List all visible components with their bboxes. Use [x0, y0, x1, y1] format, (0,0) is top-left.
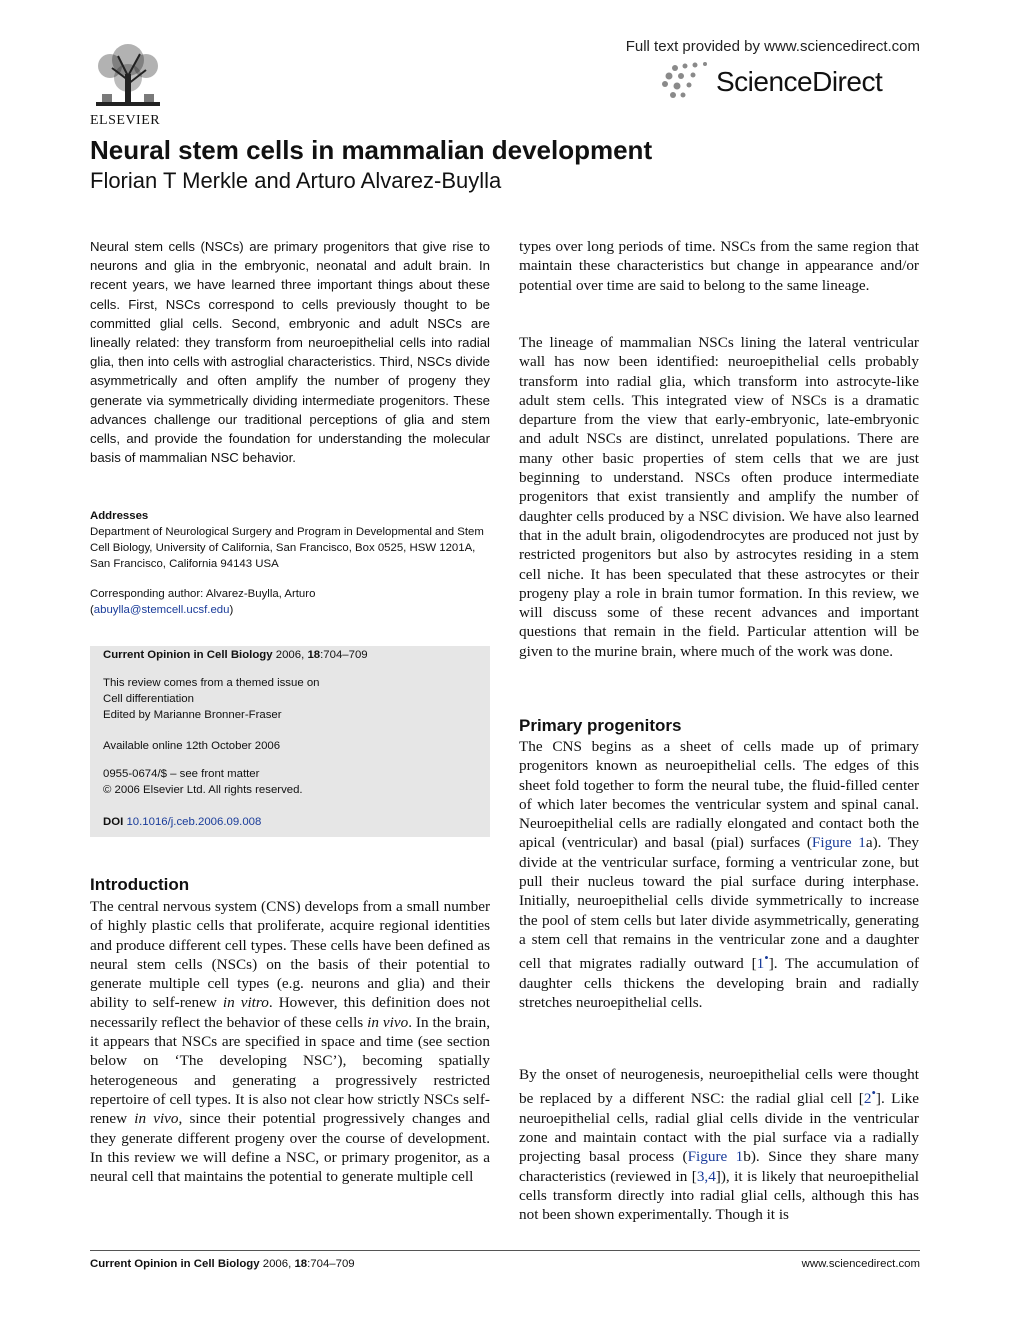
addresses — [90, 508, 495, 572]
footer-journal: Current Opinion in Cell Biology — [90, 1258, 260, 1270]
theme-line-2: Cell differentiation — [103, 693, 194, 705]
journal-citation — [103, 649, 368, 661]
doi-line — [103, 816, 261, 828]
journal-volume: 18 — [307, 649, 321, 661]
body-paragraph-3: The CNS begins as a sheet of cells made up of primary progenitors known as neuroepithelial cells. The edges of this sheet fold together to form the neural tube, the fluid-filled center of which later becomes the ventricular system and spinal canal. Neuroepithelial cells are radially elongated and contact both the apical (ventricular) and basal (pial) surfaces (Figure 1a). They divide at the ventricular surface, forming a ventricular zone, but pull their nucleus toward the pial surface during interphase. Initially, neuroepithelial cells divide symmetrically to increase the pool of stem cells but later divide asymmetrically, generating a stem cell that remains in the ventricular zone and a daughter cell that migrates radially outward [1•]. The accumulation of daughter cells thickens the developing brain and radially stretches neuroepithelial cells. — [519, 738, 920, 1011]
reference-link[interactable]: 2• — [863, 1086, 876, 1108]
article-info-box — [90, 646, 490, 837]
doi-link[interactable]: 10.1016/j.ceb.2006.09.008 — [126, 816, 262, 828]
body-paragraph-4: By the onset of neurogenesis, neuroepithelial cells were thought be replaced by a different NSC: the radial glial cell [2•]. Like neuroepithelial cells, radial glial cells divide in the ventricular zone and maintain contact with the pial surface via a radially projecting basal process (Figure 1b). Since they share many characteristics (reviewed in [3,4]), it is likely that neuroepithelial cells transform directly into radial glial cells, although this has not been shown experimentally. Though it is — [519, 1066, 920, 1224]
body-paragraph-1: types over long periods of time. NSCs from the same region that maintain these characteristics but change in appearance and/or potential over time are said to belong to the same lineage. — [519, 238, 919, 294]
reference-link[interactable]: 3,4 — [696, 1167, 716, 1185]
theme-line-3: Edited by Marianne Bronner-Fraser — [103, 709, 282, 721]
email-line: (abuylla@stemcell.ucsf.edu) — [90, 604, 234, 616]
copyright: © 2006 Elsevier Ltd. All rights reserved. — [103, 784, 303, 796]
figure-link[interactable]: Figure 1 — [811, 834, 866, 852]
footer-pages: :704–709 — [307, 1258, 355, 1270]
reference-link[interactable]: 1• — [756, 951, 769, 973]
body-paragraph-2: The lineage of mammalian NSCs lining the lateral ventricular wall has now been identified: neuroepithelial cells probably transform into radial glia, which transform into astrocyte-like adult stem cells. This integrated view of NSCs is a dramatic departure from the view that early-embryonic, late-embryonic and adult NSCs are distinct, unrelated populations. There are many other basic properties of stem cells that we are just beginning to understand. NSCs often produce intermediate progenitors that exist transiently and amplify the number of daughter cells produced by a NSC division. We have also learned that in the adult brain, oligodendrocytes are produced not just by restricted progenitors but also by astrocytes residing in a stem cell niche. It has been speculated that these astrocytes or their progeny play a role in brain tumor formation. In this review, we will discuss some of these recent advances and important questions that remain in the field. Particular attention will be given to the murine brain, where much of the work was done. — [519, 334, 919, 660]
issn: 0955-0674/$ – see front matter — [103, 768, 260, 780]
abstract: Neural stem cells (NSCs) are primary progenitors that give rise to neurons and glia in the embryonic, neonatal and adult brain. In recent years, we have learned three important things about these cells. First, NSCs correspond to cells previously thought to be committed glial cells. Second, embryonic and adult NSCs are lineally related: they transform from neuroepithelial cells into radial glia, then into cells with astroglial characteristics. Third, NSCs divide asymmetrically and often amplify the number of progeny they generate via symmetrically dividing intermediate progenitors. These advances challenge our traditional perceptions of glia and stem cells, and provide the foundation for understanding the molecular basis of mammalian NSC behavior. — [90, 239, 490, 466]
journal-pages: :704–709 — [320, 649, 368, 661]
journal-year: 2006, — [275, 649, 305, 661]
figure-link[interactable]: Figure 1 — [687, 1148, 744, 1166]
footer-site-link[interactable]: www.sciencedirect.com — [801, 1258, 920, 1270]
doi-label: DOI — [103, 816, 124, 828]
introduction-heading: Introduction — [90, 875, 190, 894]
available-online: Available online 12th October 2006 — [103, 740, 281, 752]
sciencedirect-logo-text: ScienceDirect — [716, 66, 883, 97]
article-title: Neural stem cells in mammalian development — [90, 135, 653, 165]
publisher-logo-text: ELSEVIER — [90, 113, 161, 128]
footer-volume: 18 — [294, 1258, 308, 1270]
full-text-provider[interactable]: Full text provided by www.sciencedirect.com — [625, 38, 920, 55]
addresses-text: Department of Neurological Surgery and Program in Developmental and Stem Cell Biology, University of California, San Francisco, Box 0525, HSW 1201A, San Francisco, California 94143 USA — [90, 526, 484, 570]
corresponding-author: Corresponding author: Alvarez-Buylla, Arturo — [90, 588, 316, 600]
journal-name: Current Opinion in Cell Biology — [103, 649, 273, 661]
addresses-heading: Addresses — [90, 510, 149, 522]
introduction-paragraph: The central nervous system (CNS) develops from a small number of highly plastic cells that proliferate, acquire regional identities and produce different cell types. These cells have been defined as neural stem cells (NSCs) on the basis of their potential to generate multiple cell types (e.g. neurons and glia) and their ability to self-renew in vitro. However, this definition does not necessarily reflect the behavior of these cells in vivo. In the brain, it appears that NSCs are specified in space and time (see section below on ‘The developing NSC’), becoming spatially heterogeneous and generating a progressively restricted repertoire of cell types. It is also not clear how strictly NSCs self-renew in vivo, since their potential progressively changes and they generate different progeny over the course of development. In this review we will define a NSC, or primary progenitor, as a neural cell that maintains the potential to generate multiple cell — [90, 898, 491, 1186]
article-authors: Florian T Merkle and Arturo Alvarez-Buylla — [90, 168, 502, 193]
correspondence — [90, 586, 495, 618]
author-email-link[interactable]: abuylla@stemcell.ucsf.edu — [93, 604, 230, 616]
theme-line-1: This review comes from a themed issue on — [103, 677, 320, 689]
footer-year: 2006, — [262, 1258, 292, 1270]
primary-progenitors-heading: Primary progenitors — [519, 716, 682, 735]
footer-citation — [90, 1258, 355, 1270]
footer-divider — [90, 1250, 920, 1251]
